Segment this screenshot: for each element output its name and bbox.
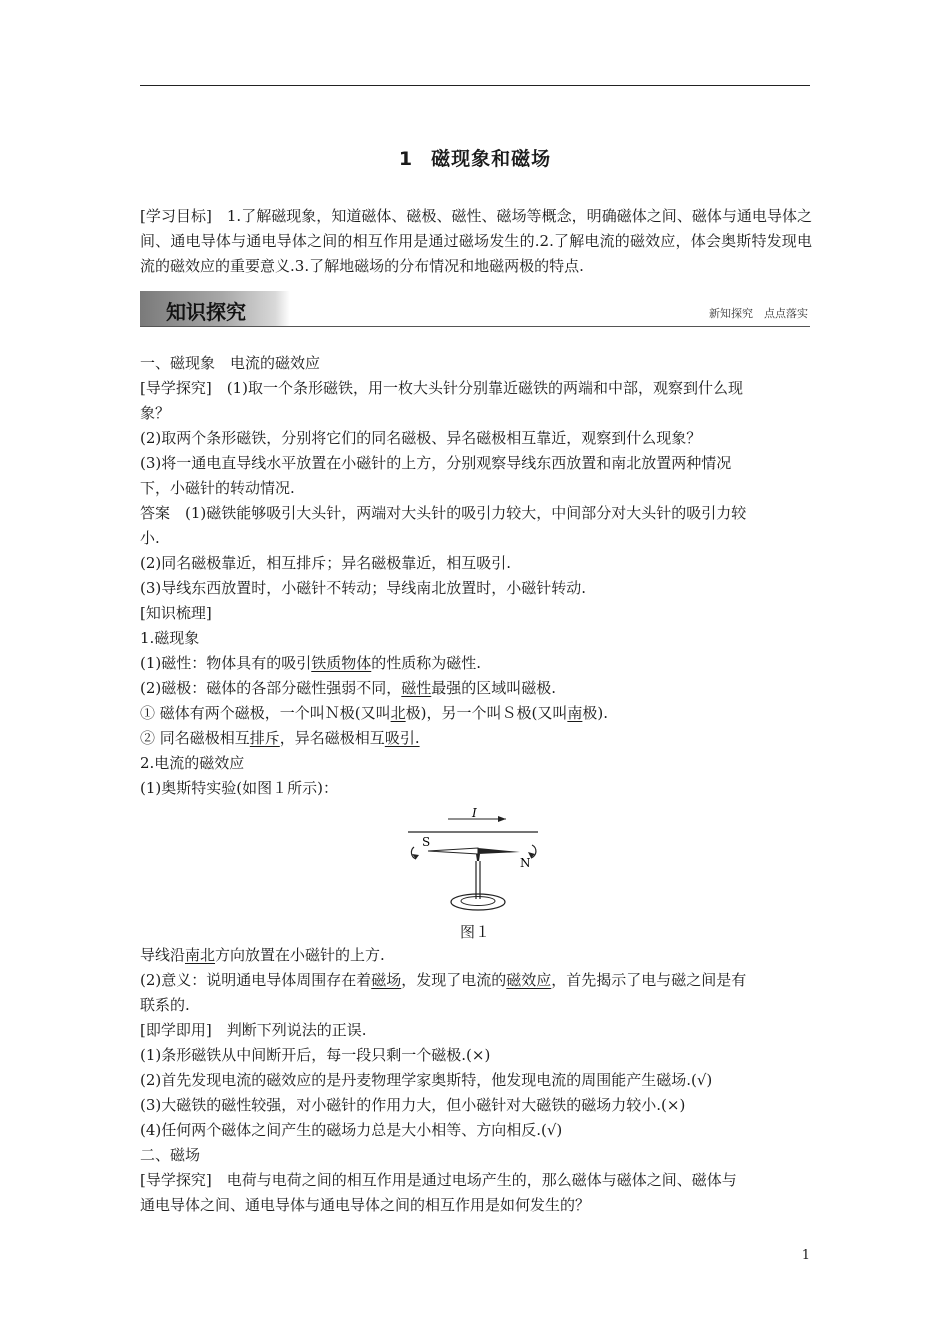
blank-answer: 磁性 [401, 679, 432, 697]
judgement-4: (4)任何两个磁体之间产生的磁场力总是大小相等、方向相反.(√) [140, 1121, 563, 1139]
guide-question-3: (3)将一通电直导线水平放置在小磁针的上方，分别观察导线东西放置和南北放置两种情况 [140, 454, 732, 472]
text: ，异名磁极相互 [279, 729, 385, 747]
oersted-figure [400, 805, 550, 917]
significance [140, 968, 812, 993]
text: ② 同名磁极相互 [140, 729, 250, 747]
significance-cont: 联系的. [140, 996, 190, 1014]
guide-question-2: (2)取两个条形磁铁，分别将它们的同名磁极、异名磁极相互靠近，观察到什么现象？ [140, 429, 702, 447]
blank-answer: 磁效应 [506, 971, 552, 989]
pole-definition [140, 676, 812, 701]
south-label: S [422, 835, 431, 849]
guide-question-1-cont: 象？ [140, 404, 171, 422]
guide-question-field-cont: 通电导体之间、通电导体与通电导体之间的相互作用是如何发生的？ [140, 1196, 591, 1214]
text: 导线沿 [140, 946, 186, 964]
item-magnetism: 1.磁现象 [140, 629, 200, 647]
blank-answer: 北 [390, 704, 406, 722]
title-number: 1 [398, 148, 414, 170]
banner-subtitle: 新知探究 点点落实 [709, 307, 808, 320]
text: ，首先揭示了电与磁之间是有 [551, 971, 747, 989]
answer-2: (2)同名磁极靠近，相互排斥；异名磁极靠近，相互吸引. [140, 554, 512, 572]
blank-answer: 排斥 [249, 729, 280, 747]
item-current-effect: 2.电流的磁效应 [140, 754, 245, 772]
current-label: I [472, 806, 477, 820]
page-title [140, 144, 810, 171]
guide-question-3-cont: 下，小磁针的转动情况. [140, 479, 295, 497]
north-label: N [520, 856, 531, 870]
text: (2)磁极：磁体的各部分磁性强弱不同， [140, 679, 402, 697]
blank-answer: 南北 [185, 946, 216, 964]
banner-label: 知识探究 [166, 300, 246, 324]
banner-rule [140, 326, 810, 327]
blank-answer: 磁场 [371, 971, 402, 989]
review-heading: [知识梳理] [140, 604, 212, 622]
answer-1: 答案 (1)磁铁能够吸引大头针，两端对大头针的吸引力较大，中间部分对大头针的吸引力较 [140, 504, 747, 522]
judgement-2: (2)首先发现电流的磁效应的是丹麦物理学家奥斯特，他发现电流的周围能产生磁场.(√) [140, 1071, 713, 1089]
pivot [476, 854, 480, 861]
text: 极)，另一个叫Ｓ极(又叫 [405, 704, 568, 722]
section-one [140, 351, 812, 801]
answer-3: (3)导线东西放置时，小磁针不转动；导线南北放置时，小磁针转动. [140, 579, 587, 597]
base-inner [461, 897, 495, 906]
text: ，发现了电流的 [401, 971, 507, 989]
section-banner [140, 291, 810, 326]
wire-placement [140, 943, 812, 968]
blank-answer: 铁质物体 [311, 654, 372, 672]
title-text: 磁现象和磁场 [431, 148, 552, 170]
oersted-experiment: (1)奥斯特实验(如图１所示)： [140, 779, 338, 797]
section-two-heading: 二、磁场 [140, 1146, 201, 1164]
current-arrowhead [498, 816, 506, 822]
judgement-1: (1)条形磁铁从中间断开后，每一段只剩一个磁极.(×) [140, 1046, 491, 1064]
section-heading: 一、磁现象 电流的磁效应 [140, 354, 321, 372]
learning-objectives: [学习目标] 1.了解磁现象，知道磁体、磁极、磁性、磁场等概念，明确磁体之间、磁体与通电导体之间、通电导体与通电导体之间的相互作用是通过磁场发生的.2.了解电流的磁效应，体会奥斯特发现电流的磁效应的重要意义.3.了解地磁场的分布情况和地磁两极的特点. [140, 207, 812, 275]
text: 的性质称为磁性. [371, 654, 482, 672]
text: 最强的区域叫磁极. [431, 679, 557, 697]
blank-answer: 南 [567, 704, 583, 722]
page-number: 1 [801, 1248, 810, 1263]
header-rule [140, 85, 810, 86]
blank-answer: 吸引. [384, 729, 420, 747]
needle-south-half [428, 848, 478, 854]
judgement-3: (3)大磁铁的磁性较强，对小磁针的作用力大，但小磁针对大磁铁的磁场力较小.(×) [140, 1096, 686, 1114]
text: (2)意义：说明通电导体周围存在着 [140, 971, 372, 989]
magnetism-definition [140, 651, 812, 676]
guide-question-1: [导学探究] (1)取一个条形磁铁，用一枚大头针分别靠近磁铁的两端和中部，观察到什么现 [140, 379, 743, 397]
text: (1)磁性：物体具有的吸引 [140, 654, 312, 672]
text: ① 磁体有两个磁极，一个叫Ｎ极(又叫 [140, 704, 391, 722]
pole-names [140, 701, 812, 726]
figure-caption: 图１ [459, 923, 490, 941]
guide-question-field: [导学探究] 电荷与电荷之间的相互作用是通过电场产生的，那么磁体与磁体之间、磁体与 [140, 1171, 737, 1189]
text: 方向放置在小磁针的上方. [215, 946, 385, 964]
section-one-continued [140, 943, 812, 1218]
answer-1-cont: 小. [140, 529, 160, 547]
pole-interaction [140, 726, 812, 751]
apply-heading: [即学即用] 判断下列说法的正误. [140, 1021, 367, 1039]
needle-north-half [478, 848, 520, 854]
text: 极). [582, 704, 608, 722]
